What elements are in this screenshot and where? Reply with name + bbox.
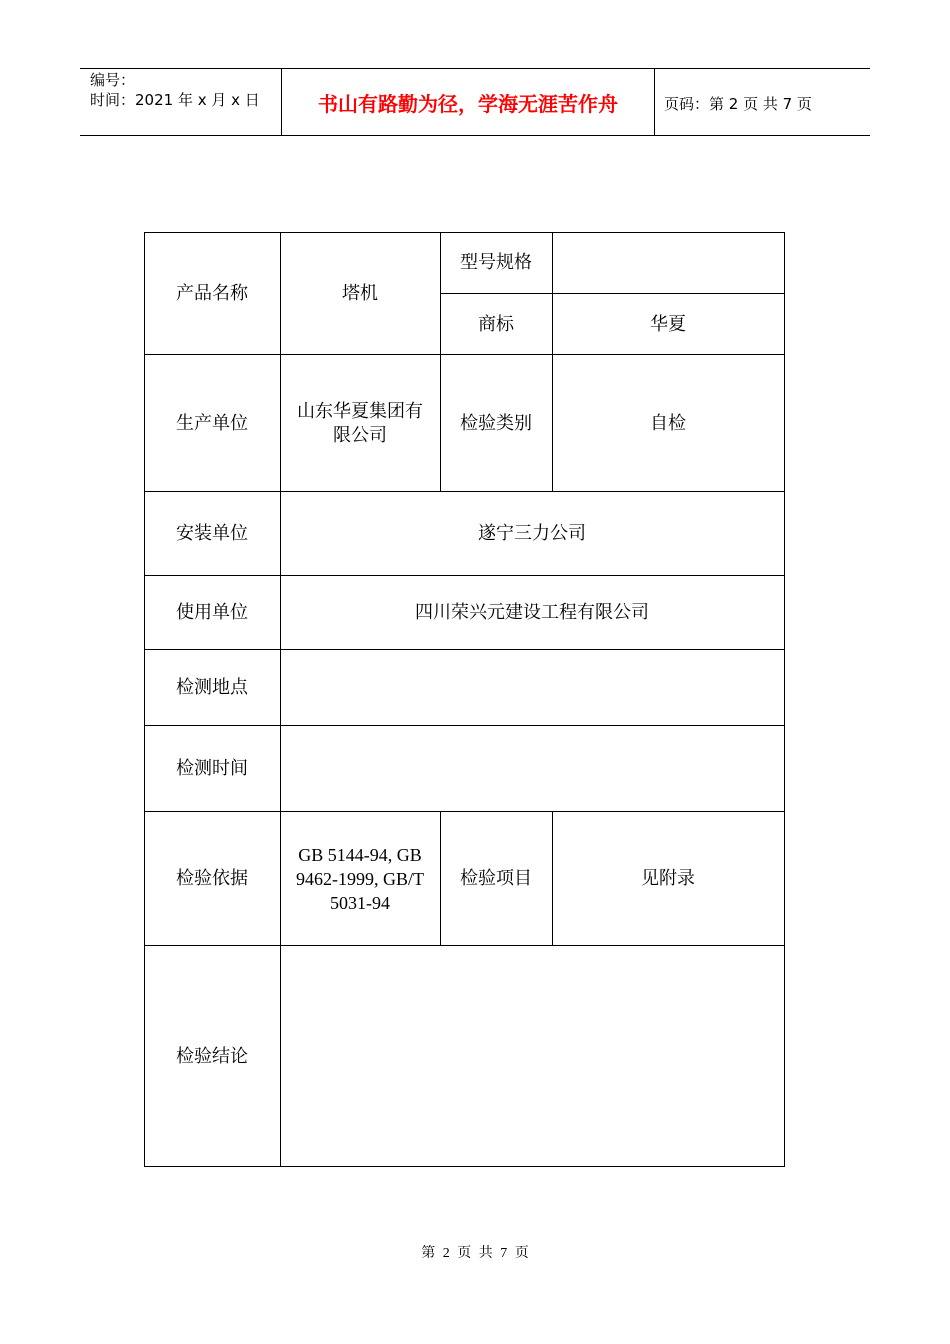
inspection-basis-label: 检验依据 [176,868,248,889]
footer-page-number: 第 2 页 共 7 页 [421,1246,529,1261]
document-number-label: 编号： [90,71,136,89]
header-motto: 书山有路勤为径，学海无涯苦作舟 [318,92,618,116]
user-unit-value: 四川荣兴元建设工程有限公司 [415,602,649,623]
model-label: 型号规格 [460,252,532,273]
installer-label: 安装单位 [176,523,248,544]
inspection-type-value: 自检 [650,412,686,434]
model-value [552,232,784,294]
product-name-value: 塔机 [342,282,378,304]
header-page-number: 页码：第 2 页 共 7 页 [664,95,812,113]
inspection-items-value: 见附录 [641,868,695,889]
header-bottom-rule [80,135,870,136]
test-time-label: 检测时间 [176,758,248,779]
header-top-rule [80,68,870,69]
inspection-basis-value: GB 5144-94, GB 9462-1999, GB/T 5031-94 [296,845,424,913]
header-meta [90,70,260,110]
test-time-value [280,726,784,812]
inspection-items-label: 检验项目 [460,868,532,889]
header-divider-right [654,68,655,136]
installer-value: 遂宁三力公司 [478,523,586,544]
inspection-type-label: 检验类别 [460,412,532,434]
test-location-value [280,650,784,726]
test-location-label: 检测地点 [176,677,248,698]
user-unit-label: 使用单位 [176,602,248,623]
inspection-conclusion-label: 检验结论 [176,1045,248,1067]
manufacturer-value: 山东华夏集团有限公司 [297,400,423,446]
inspection-form-table [144,232,785,1167]
brand-value: 华夏 [650,313,686,335]
inspection-conclusion-value [280,946,784,1167]
table-border-right [784,232,785,1167]
product-name-label: 产品名称 [176,282,248,304]
manufacturer-label: 生产单位 [176,412,248,434]
document-time-label: 时间：2021 年 x 月 x 日 [90,91,260,109]
brand-label: 商标 [478,313,514,335]
